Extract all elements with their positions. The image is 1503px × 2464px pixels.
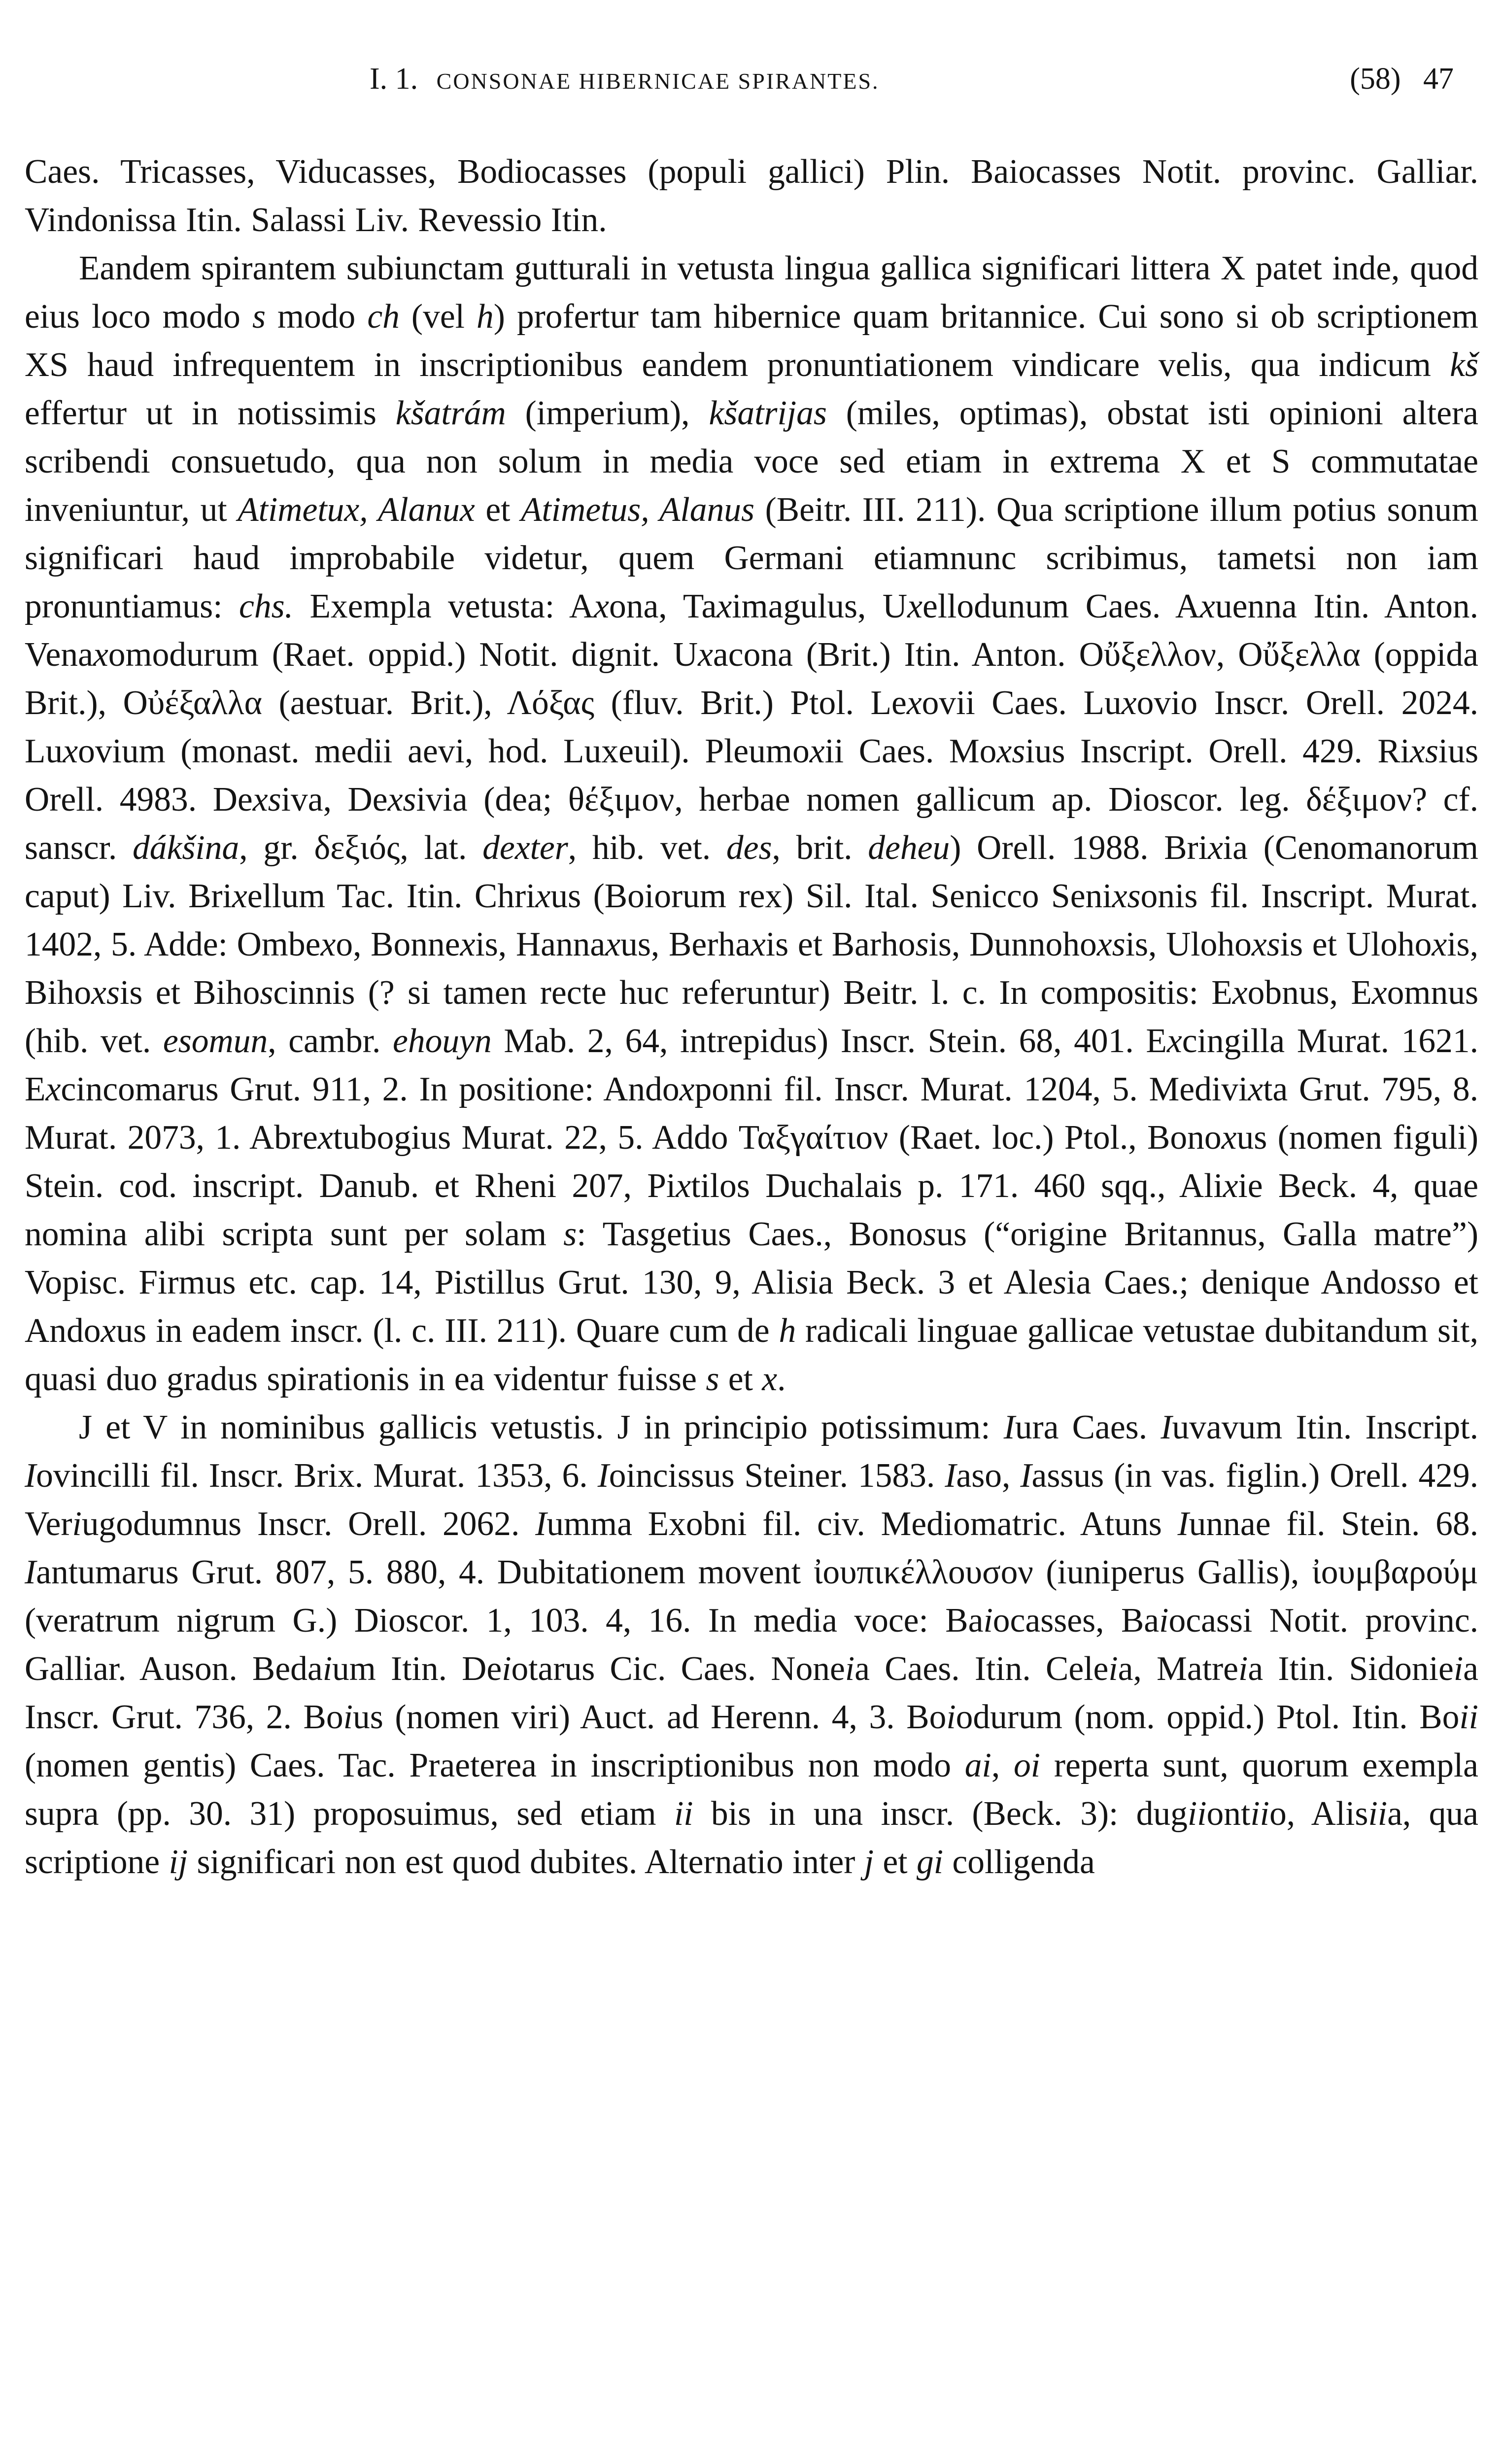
italic-term: Atimetus, Alanus (521, 491, 755, 529)
italic-term: kšatrijas (709, 394, 827, 432)
italic-term: ij (169, 1843, 188, 1881)
italic-term: ai (964, 1746, 991, 1784)
italic-term: s (260, 974, 273, 1012)
italic-term: x (679, 1070, 695, 1108)
italic-term: ii (1187, 1795, 1207, 1833)
italic-term: ii (1459, 1698, 1478, 1736)
italic-term: esomun (163, 1022, 268, 1060)
italic-term: x (906, 684, 922, 722)
italic-term: x (63, 732, 78, 770)
italic-term: xs (1096, 925, 1126, 963)
italic-term: x (1208, 829, 1223, 867)
italic-term: h (779, 1312, 796, 1350)
italic-term: chs. (239, 587, 294, 625)
italic-term: ii (1368, 1795, 1388, 1833)
italic-term: I (945, 1457, 956, 1495)
paragraph-3: J et V in nominibus gallicis vetustis. J in principio potissimum: Iura Caes. Iuvavum Itin. Inscript. Iovincilli fil. Inscr. Brix. Murat. 1353, 6. Ioincissus Steiner. 1583. Iaso, Iassus (in vas. figlin.) Orell. 429. Veriugodumnus Inscr. Orell. 2062. Iumma Exobni fil. civ. Mediomatric. Atuns Iunnae fil. Stein. 68. Iantumarus Grut. 807, 5. 880, 4. Dubitationem movent ἰουπικέλλουσον (iuniperus Gallis), ἰουμβαρούμ (veratrum nigrum G.) Dioscor. 1, 103. 4, 16. In media voce: Baiocasses, Baiocassi Notit. provinc. Galliar. Auson. Bedaium Itin. Deiotarus Cic. Caes. Noneia Caes. Itin. Celeia, Matreia Itin. Sidonieia Inscr. Grut. 736, 2. Boius (nomen viri) Auct. ad Herenn. 4, 3. Boiodurum (nom. oppid.) Ptol. Itin. Boii (nomen gentis) Caes. Tac. Praeterea in inscriptionibus non modo ai, oi reperta sunt, quorum exempla supra (pp. 30. 31) proposuimus, sed etiam ii bis in una inscr. (Beck. 3): dugiiontiio, Alisiia, qua scriptione ij significari non est quod dubites. Alternatio inter j et gi colligenda (25, 1408, 1479, 1881)
italic-term: i (845, 1650, 855, 1688)
italic-term: x (809, 732, 825, 770)
italic-term: x (45, 1070, 61, 1108)
italic-term: x (1232, 974, 1248, 1012)
italic-term: x (676, 1167, 691, 1205)
italic-term: I (25, 1553, 36, 1591)
section-number: I. 1. (370, 62, 418, 96)
italic-term: i (1159, 1602, 1169, 1640)
italic-term: ch (367, 298, 400, 336)
italic-term: s (463, 1264, 477, 1301)
italic-term: s (636, 1215, 650, 1253)
italic-term: xs (1112, 877, 1141, 915)
italic-term: Atimetux, Alanux (238, 491, 475, 529)
body-text (25, 148, 1478, 1886)
italic-term: deheu (868, 829, 950, 867)
italic-term: x (907, 587, 922, 625)
italic-term: j (864, 1843, 874, 1881)
italic-term: ii (1250, 1795, 1269, 1833)
italic-term: s (795, 1264, 809, 1301)
page-reference (1350, 54, 1454, 103)
running-header (25, 54, 1478, 103)
italic-term: x (1432, 925, 1447, 963)
italic-term: I (1020, 1457, 1032, 1495)
italic-term: x (101, 1312, 116, 1350)
italic-term: x (1221, 1119, 1237, 1157)
italic-term: I (25, 1457, 36, 1495)
italic-term: i (1108, 1650, 1118, 1688)
italic-term: des (726, 829, 772, 867)
italic-term: x (1371, 974, 1387, 1012)
italic-term: xs (1251, 925, 1280, 963)
italic-term: x (605, 925, 621, 963)
italic-term: i (343, 1698, 353, 1736)
italic-term: x (535, 877, 551, 915)
italic-term: x (594, 587, 609, 625)
italic-term: x (317, 1119, 333, 1157)
italic-term: xs (1410, 732, 1438, 770)
italic-term: i (946, 1698, 956, 1736)
italic-term: i (502, 1650, 512, 1688)
italic-term: ehouyn (393, 1022, 492, 1060)
italic-term: I (597, 1457, 609, 1495)
italic-term: gi (916, 1843, 944, 1881)
italic-term: x (93, 636, 108, 674)
paragraph-1: Caes. Tricasses, Viducasses, Bodiocasses (populi gallici) Plin. Baiocasses Notit. provinc. Galliar. Vindonissa Itin. Salassi Liv. Revessio Itin. (25, 153, 1478, 239)
italic-term: x (232, 877, 247, 915)
italic-term: oi (1014, 1746, 1041, 1784)
italic-term: x (1223, 1167, 1238, 1205)
italic-term: h (476, 298, 494, 336)
italic-term: x (1121, 684, 1137, 722)
italic-term: I (1161, 1408, 1172, 1446)
paragraph-2: Eandem spirantem subiunctam gutturali in vetusta lingua gallica significari littera X patet inde, quod eius loco modo s modo ch (vel h) profertur tam hibernice quam britannice. Cui sono si ob scriptionem XS haud infrequentem in inscriptionibus eandem pronuntiationem vindicare velis, qua indicum kš effertur ut in notissimis kšatrám (imperium), kšatrijas (miles, optimas), obstat isti opinioni altera scribendi consuetudo, qua non solum in media voce sed etiam in extrema X et S commutatae inveniuntur, ut Atimetux, Alanux et Atimetus, Alanus (Beitr. III. 211). Qua scriptione illum potius sonum significari haud improbabile videtur, quem Germani etiamnunc scribimus, tametsi non iam pronuntiamus: chs. Exempla vetusta: Axona, Taximagulus, Uxellodunum Caes. Axuenna Itin. Anton. Venaxomodurum (Raet. oppid.) Notit. dignit. Uxacona (Brit.) Itin. Anton. Οὔξελλον, Οὔξελλα (oppida Brit.), Οὐέξαλλα (aestuar. Brit.), Λόξας (fluv. Brit.) Ptol. Lexovii Caes. Luxovio Inscr. Orell. 2024. Luxovium (monast. medii aevi, hod. Luxeuil). Pleumoxii Caes. Moxsius Inscript. Orell. 429. Rixsius Orell. 4983. Dexsiva, Dexsivia (dea; θέξιμον, herbae nomen gallicum ap. Dioscor. leg. δέξιμον? cf. sanscr. dákšina, gr. δεξιός, lat. dexter, hib. vet. des, brit. deheu) Orell. 1988. Brixia (Cenomanorum caput) Liv. Brixellum Tac. Itin. Chrixus (Boiorum rex) Sil. Ital. Senicco Senixsonis fil. Inscript. Murat. 1402, 5. Adde: Ombexo, Bonnexis, Hannaxus, Berhaxis et Barhosis, Dunnohoxsis, Ulohoxsis et Ulohoxis, Bihoxsis et Bihoscinnis (? si tamen recte huc referuntur) Beitr. l. c. In compositis: Exobnus, Exomnus (hib. vet. esomun, cambr. ehouyn Mab. 2, 64, intrepidus) Inscr. Stein. 68, 401. Excingilla Murat. 1621. Excincomarus Grut. 911, 2. In positione: Andoxponni fil. Inscr. Murat. 1204, 5. Medivixta Grut. 795, 8. Murat. 2073, 1. Abrextubogius Murat. 22, 5. Addo Ταξγαίτιον (Raet. loc.) Ptol., Bonoxus (nomen figuli) Stein. cod. inscript. Danub. et Rheni 207, Pixtilos Duchalais p. 171. 460 sqq., Alixie Beck. 4, quae nomina alibi scripta sunt per solam s: Tasgetius Caes., Bonosus (“origine Britannus, Galla matre”) Vopisc. Firmus etc. cap. 14, Pistillus Grut. 130, 9, Alisia Beck. 3 et Alesia Caes.; denique Andosso et Andoxus in eadem inscr. (l. c. III. 211). Quare cum de h radicali linguae gallicae vetustae dubitandum sit, quasi duo gradus spirationis in ea videntur fuisse s et x. (25, 249, 1479, 1398)
section-title: CONSONAE HIBERNICAE SPIRANTES. (436, 68, 880, 94)
italic-term: xs (996, 732, 1025, 770)
italic-term: ss (1397, 1264, 1424, 1301)
italic-term: s (563, 1215, 577, 1253)
italic-term: dákšina (132, 829, 239, 867)
italic-term: i (1238, 1650, 1248, 1688)
page-number: 47 (1423, 62, 1454, 96)
italic-term: kšatrám (395, 394, 506, 432)
italic-term: x (1248, 1070, 1264, 1108)
italic-term: s (915, 925, 929, 963)
italic-term: x (1200, 587, 1215, 625)
italic-term: kš (1450, 346, 1478, 384)
italic-term: i (1453, 1650, 1464, 1688)
paragraph-ref: (58) (1350, 62, 1401, 96)
italic-term: x (320, 925, 336, 963)
italic-term: x (1166, 1022, 1182, 1060)
italic-term: x (750, 925, 766, 963)
italic-term: s (1053, 1264, 1067, 1301)
italic-term: xs (387, 781, 416, 819)
italic-term: x (762, 1360, 778, 1398)
italic-term: s (706, 1360, 719, 1398)
italic-term: x (460, 925, 476, 963)
italic-term: dexter (482, 829, 568, 867)
italic-term: i (322, 1650, 333, 1688)
italic-term: x (717, 587, 732, 625)
section-heading (370, 54, 880, 106)
italic-term: ii (674, 1795, 693, 1833)
italic-term: xs (91, 974, 120, 1012)
italic-term: I (1177, 1505, 1189, 1543)
italic-term: i (983, 1602, 993, 1640)
italic-term: s (252, 298, 266, 336)
italic-term: s (923, 1215, 937, 1253)
italic-term: xs (252, 781, 281, 819)
italic-term: I (535, 1505, 547, 1543)
italic-term: x (698, 636, 713, 674)
italic-term: i (72, 1505, 82, 1543)
italic-term: I (1003, 1408, 1015, 1446)
